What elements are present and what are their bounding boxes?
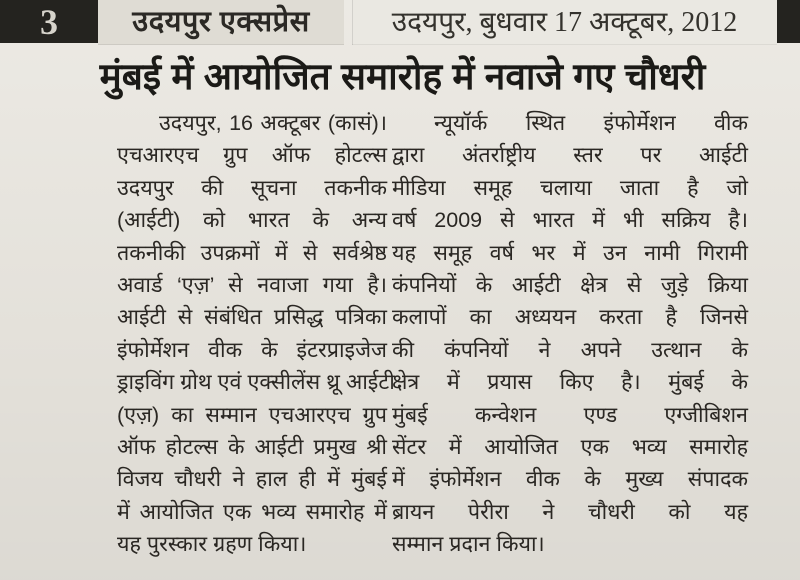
body-line: वर्ष 2009 से भारत में भी सक्रिय है।: [392, 208, 748, 233]
body-line: विजय चौधरी ने हाल ही में मुंबई: [117, 467, 387, 492]
page-number-block: [0, 0, 98, 43]
body-line: कंपनियों के आईटी क्षेत्र से जुड़े क्रिया: [392, 272, 748, 297]
body-line: अवार्ड ‘एज़’ से नवाजा गया है।: [117, 272, 387, 297]
body-line: उदयपुर, 16 अक्टूबर (कासं)।: [159, 111, 387, 135]
masthead-block: [98, 0, 344, 45]
dateline-block: [352, 0, 777, 45]
body-line: इंफोर्मेशन वीक के इंटरप्राइजेज: [117, 337, 387, 362]
article-column-2: [392, 107, 748, 560]
dateline-text: उदयपुर, बुधवार 17 अक्टूबर, 2012: [391, 6, 738, 38]
body-line: ऑफ होटल्स के आईटी प्रमुख श्री: [117, 434, 387, 459]
article-headline: मुंबई में आयोजित समारोह में नवाजे गए चौधरी: [99, 55, 706, 97]
body-line: में इंफोर्मेशन वीक के मुख्य संपादक: [392, 467, 748, 492]
header-edge-bar: [777, 0, 800, 43]
body-line: मुंबई कन्वेशन एण्ड एग्जीबिशन: [392, 402, 748, 427]
body-line: कलापों का अध्ययन करता है जिनसे: [392, 305, 748, 330]
body-line: (एज़) का सम्मान एचआरएच ग्रुप: [117, 402, 387, 427]
body-line: की कंपनियों ने अपने उत्थान के: [392, 337, 748, 362]
body-line: (आईटी) को भारत के अन्य: [117, 208, 387, 233]
masthead-title: उदयपुर एक्सप्रेस: [132, 6, 310, 38]
newspaper-header: [0, 0, 800, 46]
body-line: में आयोजित एक भव्य समारोह में: [117, 499, 387, 524]
body-line: यह समूह वर्ष भर में उन नामी गिरामी: [392, 240, 748, 265]
body-line: मीडिया समूह चलाया जाता है जो: [392, 175, 748, 200]
body-line: द्वारा अंतर्राष्ट्रीय स्तर पर आईटी: [392, 143, 748, 168]
article-column-1: [117, 107, 395, 560]
body-line: न्यूयॉर्क स्थित इंफोर्मेशन वीक: [434, 111, 748, 135]
body-line: सम्मान प्रदान किया।: [392, 532, 545, 557]
body-line: ड्राइविंग ग्रोथ एवं एक्सीलेंस थ्रू आईटी: [117, 370, 395, 395]
page-number: 3: [40, 1, 58, 42]
body-line: आईटी से संबंधित प्रसिद्ध पत्रिका: [117, 305, 387, 330]
body-line: सेंटर में आयोजित एक भव्य समारोह: [392, 434, 748, 459]
body-line: ब्रायन पेरीरा ने चौधरी को यह: [392, 499, 748, 524]
body-line: तकनीकी उपक्रमों में से सर्वश्रेष्ठ: [117, 240, 387, 265]
body-line: उदयपुर की सूचना तकनीक: [117, 175, 387, 200]
body-line: क्षेत्र में प्रयास किए है। मुंबई के: [392, 370, 748, 395]
body-line: यह पुरस्कार ग्रहण किया।: [117, 532, 307, 557]
body-line: एचआरएच ग्रुप ऑफ होटल्स: [117, 143, 387, 168]
